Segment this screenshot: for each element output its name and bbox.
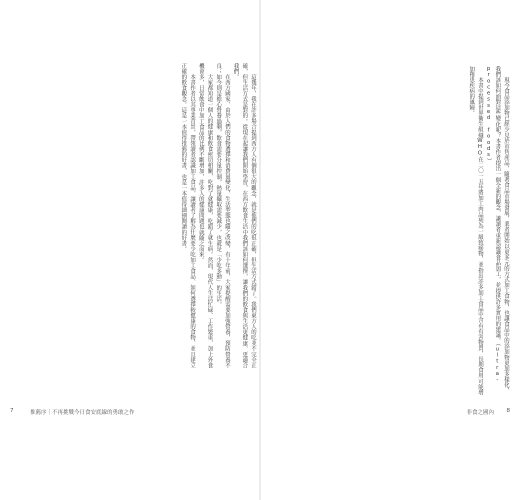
right-page-body xyxy=(405,66,510,396)
left-paragraph: 本書作者以其專業背景，帶領讀者認識加工食品，讓讀者了解為什麼要少吃加工食品、如何選擇較健康的食物，並且建立正確的飲食觀念。這是一本值得推薦的好書，也是一本值得細細閱讀的好書。 xyxy=(180,63,196,368)
left-page-body xyxy=(10,63,257,373)
right-paragraph: 本書中提到世界衛生組織WHO在二〇一五年將加工肉品列為一級致癌物，並指出許多加工食品中含有有害物質，長期食用可能增加罹患疾病的風險。 xyxy=(468,66,483,395)
left-paragraph: 大家都知道一個人的健康和飲食密切相關，吃對了就健康，吃錯了就生病。然而，現代人生活忙碌、工作繁重，加上外食機會多，日常飲食中加工食品的比例不斷增加，許多人的健康問題也就隨之而來。 xyxy=(197,63,213,368)
right-page xyxy=(262,0,520,500)
left-paragraph: 這幾年，我在許多場合提到西方人有個很大的觀念，就是他們的吃很正確，但生活方式錯了。我們東方人的吃並不完全正確，但生活方式是對的。從現在起讓我們開始學習，在西方飲食生活中我們該如何選擇，讓我們的飲食與生活更健康、更適合我們。 xyxy=(232,63,256,369)
left-page xyxy=(0,0,258,500)
right-page-number: 8 xyxy=(506,408,510,414)
book-gutter xyxy=(259,0,261,500)
right-paragraph: 現今食品添加物已經少見於市售產品，隨著食品市場發展，業者開始以更多元的方式加工食物，也讓食品中的添加物更加多樣化，我們該如何面對這些變化呢？本書作者提出一個全新的觀念，讓讀者重新認識食品加工，並提供許多實用的建議。（ultra-processed foods） xyxy=(485,66,509,394)
left-paragraph: 在西方國家，由於人們的食物選擇和消費量變化，生活型態也隨之改變，有十年前，大家提醒需要加強營養，預防營養不良；如今則是擔心營養過剩，飲食需要分量控制，熱量攝取需要減少，也就是「少吃多動」的生活。 xyxy=(215,63,230,368)
left-running-title: 推薦序｜不再挑戰今日食安底線的勇敢之作 xyxy=(30,410,135,416)
right-running-title: 非食之國內 xyxy=(466,410,494,416)
left-page-number: 7 xyxy=(10,408,14,414)
